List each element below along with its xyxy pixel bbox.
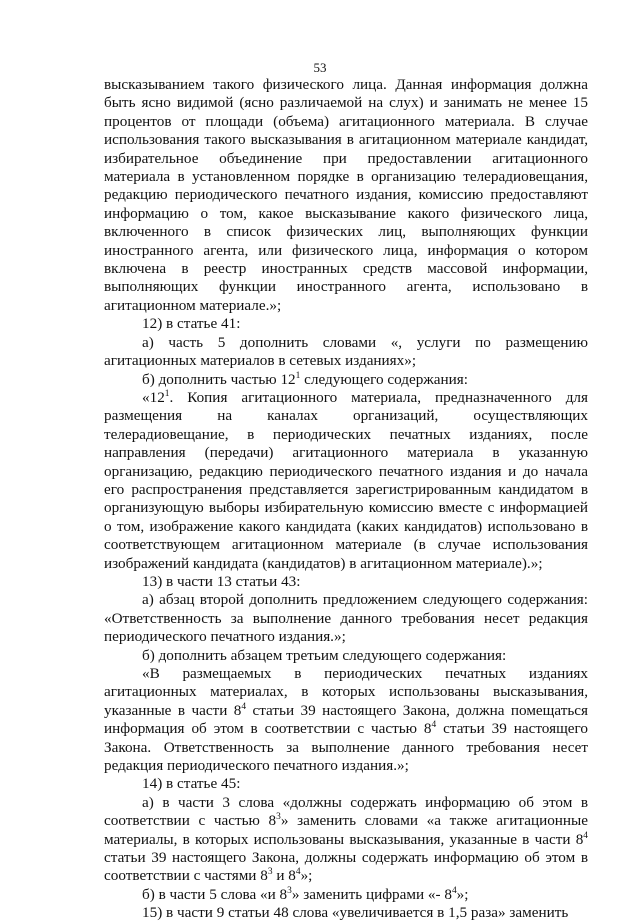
paragraph-text: статьи 39 настоящего Закона, должна помещаться информация об этом в соответствии с частью 8 (104, 701, 589, 738)
paragraph (104, 334, 588, 371)
paragraph-text: статьи 39 настоящего Закона. Ответственность за выполнение данного требования несет редакция периодического печатного издания.»; (104, 720, 588, 775)
superscript: 4 (431, 720, 437, 731)
paragraph-text: 12) в статье 41: (142, 315, 241, 333)
page-number: 53 (313, 60, 327, 75)
paragraph-text: статьи 39 настоящего Закона, должны содержать информацию об этом в соответствии с частями 8 (104, 849, 588, 885)
paragraph-text: б) дополнить частью 12 (142, 370, 296, 388)
paragraph-text: а) часть 5 дополнить словами «, услуги по размещению агитационных материалов в сетевых изданиях»; (104, 333, 588, 370)
paragraph-text: »; (456, 885, 469, 903)
paragraph-text: . Копия агитационного материала, предназначенного для размещения на каналах организаций, осуществляющих телерадиовещание, в периодических печатных изданиях, после направления (передачи) агитационного материала в указанную организацию, редакцию периодического печатного издания и до начала его распространения представляется зарегистрированным кандидатом в организующую выборы избирательную комиссию вместе с информацией о том, изображение какого кандидата (каких кандидатов) использовано в соответствующем агитационном материале (в случае использования изображений кандидата (кандидатов) в агитационном материале).»; (104, 388, 588, 572)
paragraph (104, 647, 588, 665)
paragraph (104, 389, 588, 573)
document-body (104, 76, 588, 923)
paragraph-text: 15) в части 9 статьи 48 слова «увеличивается в 1,5 раза» заменить (142, 904, 569, 922)
superscript: 3 (267, 867, 273, 878)
paragraph-text: и 8 (272, 867, 296, 885)
paragraph-text: следующего содержания: (300, 370, 468, 388)
paragraph (104, 775, 588, 793)
paragraph (104, 886, 588, 904)
paragraph (104, 315, 588, 333)
paragraph-text: б) в части 5 слова «и 8 (142, 885, 288, 903)
paragraph-text: » заменить цифрами «- 8 (291, 885, 452, 903)
superscript: 3 (276, 812, 281, 823)
paragraph-text: «12 (142, 388, 165, 406)
paragraph (104, 573, 588, 591)
superscript: 4 (295, 867, 301, 878)
paragraph (104, 904, 588, 922)
paragraph-text: » заменить словами «а также агитационные материалы, в которых использованы высказывания, указанные в части 8 (104, 812, 588, 848)
paragraph-text: «В размещаемых в периодических печатных изданиях агитационных материалах, в которых использованы высказывания, указанные в части 8 (104, 665, 588, 719)
paragraph-text: »; (300, 867, 313, 885)
superscript: 1 (164, 389, 170, 400)
paragraph (104, 794, 588, 886)
superscript: 4 (241, 701, 247, 712)
paragraph (104, 665, 588, 775)
paragraph (104, 371, 588, 389)
paragraph (104, 76, 588, 315)
superscript: 4 (583, 830, 588, 841)
paragraph-text: 14) в статье 45: (142, 775, 241, 793)
superscript: 3 (287, 886, 292, 897)
superscript: 4 (451, 886, 457, 897)
paragraph-text: а) в части 3 слова «должны содержать информацию об этом в соответствии с частью 8 (104, 793, 588, 830)
paragraph (104, 591, 588, 646)
paragraph-text: 13) в части 13 статьи 43: (142, 572, 301, 590)
superscript: 1 (295, 370, 301, 381)
paragraph-text: высказыванием такого физического лица. Данная информация должна быть ясно видимой (ясно различаемой на слух) и занимать не менее 15 процентов от площади (объема) агитационного материала. В случае использования такого высказывания в агитационном материале кандидат, избирательное объединение при предоставлении агитационного материала в установленном порядке в организацию телерадиовещания, редакцию периодического печатного издания, комиссию предоставляют информацию о том, какое высказывание какого физического лица, включенного в список физических лиц, выполняющих функции иностранного агента, или физического лица, информация о котором включена в реестр иностранных средств массовой информации, выполняющих функции иностранного агента, использовано в агитационном материале.»; (104, 76, 588, 314)
paragraph-text: б) дополнить абзацем третьим следующего содержания: (142, 646, 507, 664)
paragraph-text: а) абзац второй дополнить предложением следующего содержания: «Ответственность за выполнение данного требования несет редакция периодического печатного издания.»; (104, 591, 588, 646)
